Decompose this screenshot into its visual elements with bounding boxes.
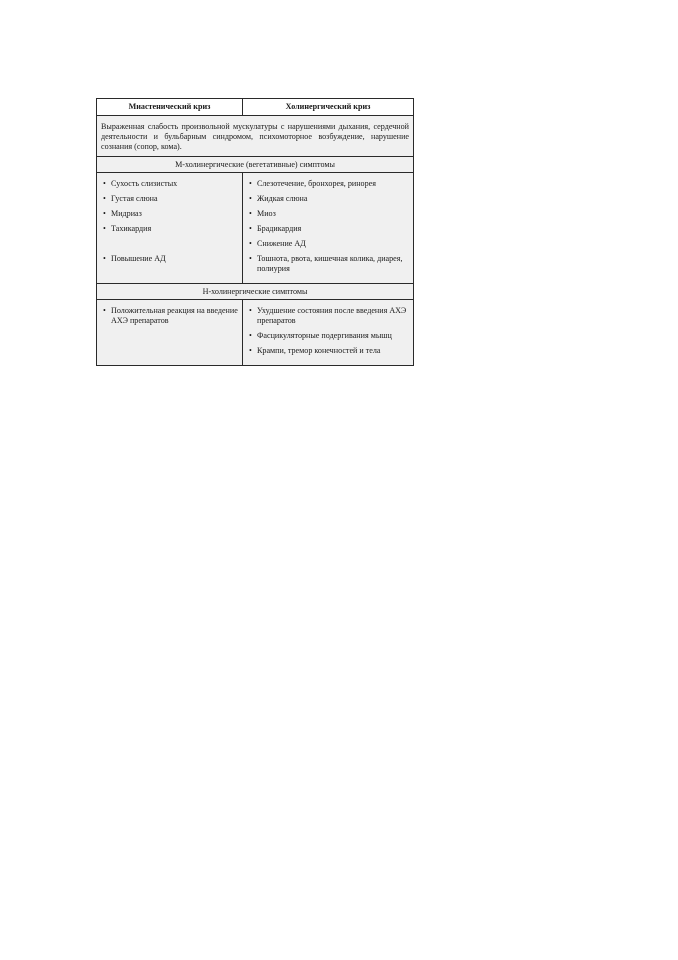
n-symptoms-myasthenic-list xyxy=(98,301,241,334)
list-item: • Тошнота, рвота, кишечная колика, диарея, полиурия xyxy=(247,254,409,274)
common-symptoms-row xyxy=(97,116,414,157)
n-symptoms-row xyxy=(97,300,414,366)
header-row xyxy=(97,99,414,116)
list-spacer xyxy=(101,239,238,249)
m-symptoms-cholinergic-list xyxy=(244,174,412,282)
list-item: • Миоз xyxy=(247,209,409,219)
m-symptoms-myasthenic-list xyxy=(98,174,241,272)
n-symptoms-cholinergic-cell xyxy=(243,300,414,366)
m-section-title: М-холинергические (вегетативные) симптомы xyxy=(97,157,414,173)
n-symptoms-cholinergic-list xyxy=(244,301,412,364)
m-section-title-row xyxy=(97,157,414,173)
list-item: • Жидкая слюна xyxy=(247,194,409,204)
m-symptoms-row xyxy=(97,173,414,284)
list-item: • Снижение АД xyxy=(247,239,409,249)
m-symptoms-myasthenic-cell xyxy=(97,173,243,284)
list-item: • Положительная реакция на введение АХЭ препаратов xyxy=(101,306,238,326)
crisis-comparison-table xyxy=(96,98,414,366)
list-item: • Ухудшение состояния после введения АХЭ препаратов xyxy=(247,306,409,326)
list-item: • Фасцикуляторные подергивания мышц xyxy=(247,331,409,341)
common-symptoms-text: Выраженная слабость произвольной мускулатуры с нарушениями дыхания, сердечной деятельности и бульбарным синдромом, психомоторное возбуждение, нарушение сознания (сопор, кома). xyxy=(97,116,414,157)
header-myasthenic: Миастенический криз xyxy=(97,99,243,116)
list-item: • Мидриаз xyxy=(101,209,238,219)
list-item: • Тахикардия xyxy=(101,224,238,234)
list-item: • Густая слюна xyxy=(101,194,238,204)
m-symptoms-cholinergic-cell xyxy=(243,173,414,284)
n-section-title: Н-холинергические симптомы xyxy=(97,284,414,300)
list-item: • Повышение АД xyxy=(101,254,238,264)
list-item: • Слезотечение, бронхорея, ринорея xyxy=(247,179,409,189)
n-section-title-row xyxy=(97,284,414,300)
header-cholinergic: Холинергический криз xyxy=(243,99,414,116)
list-item: • Крампи, тремор конечностей и тела xyxy=(247,346,409,356)
n-symptoms-myasthenic-cell xyxy=(97,300,243,366)
list-item: • Сухость слизистых xyxy=(101,179,238,189)
list-item: • Брадикардия xyxy=(247,224,409,234)
